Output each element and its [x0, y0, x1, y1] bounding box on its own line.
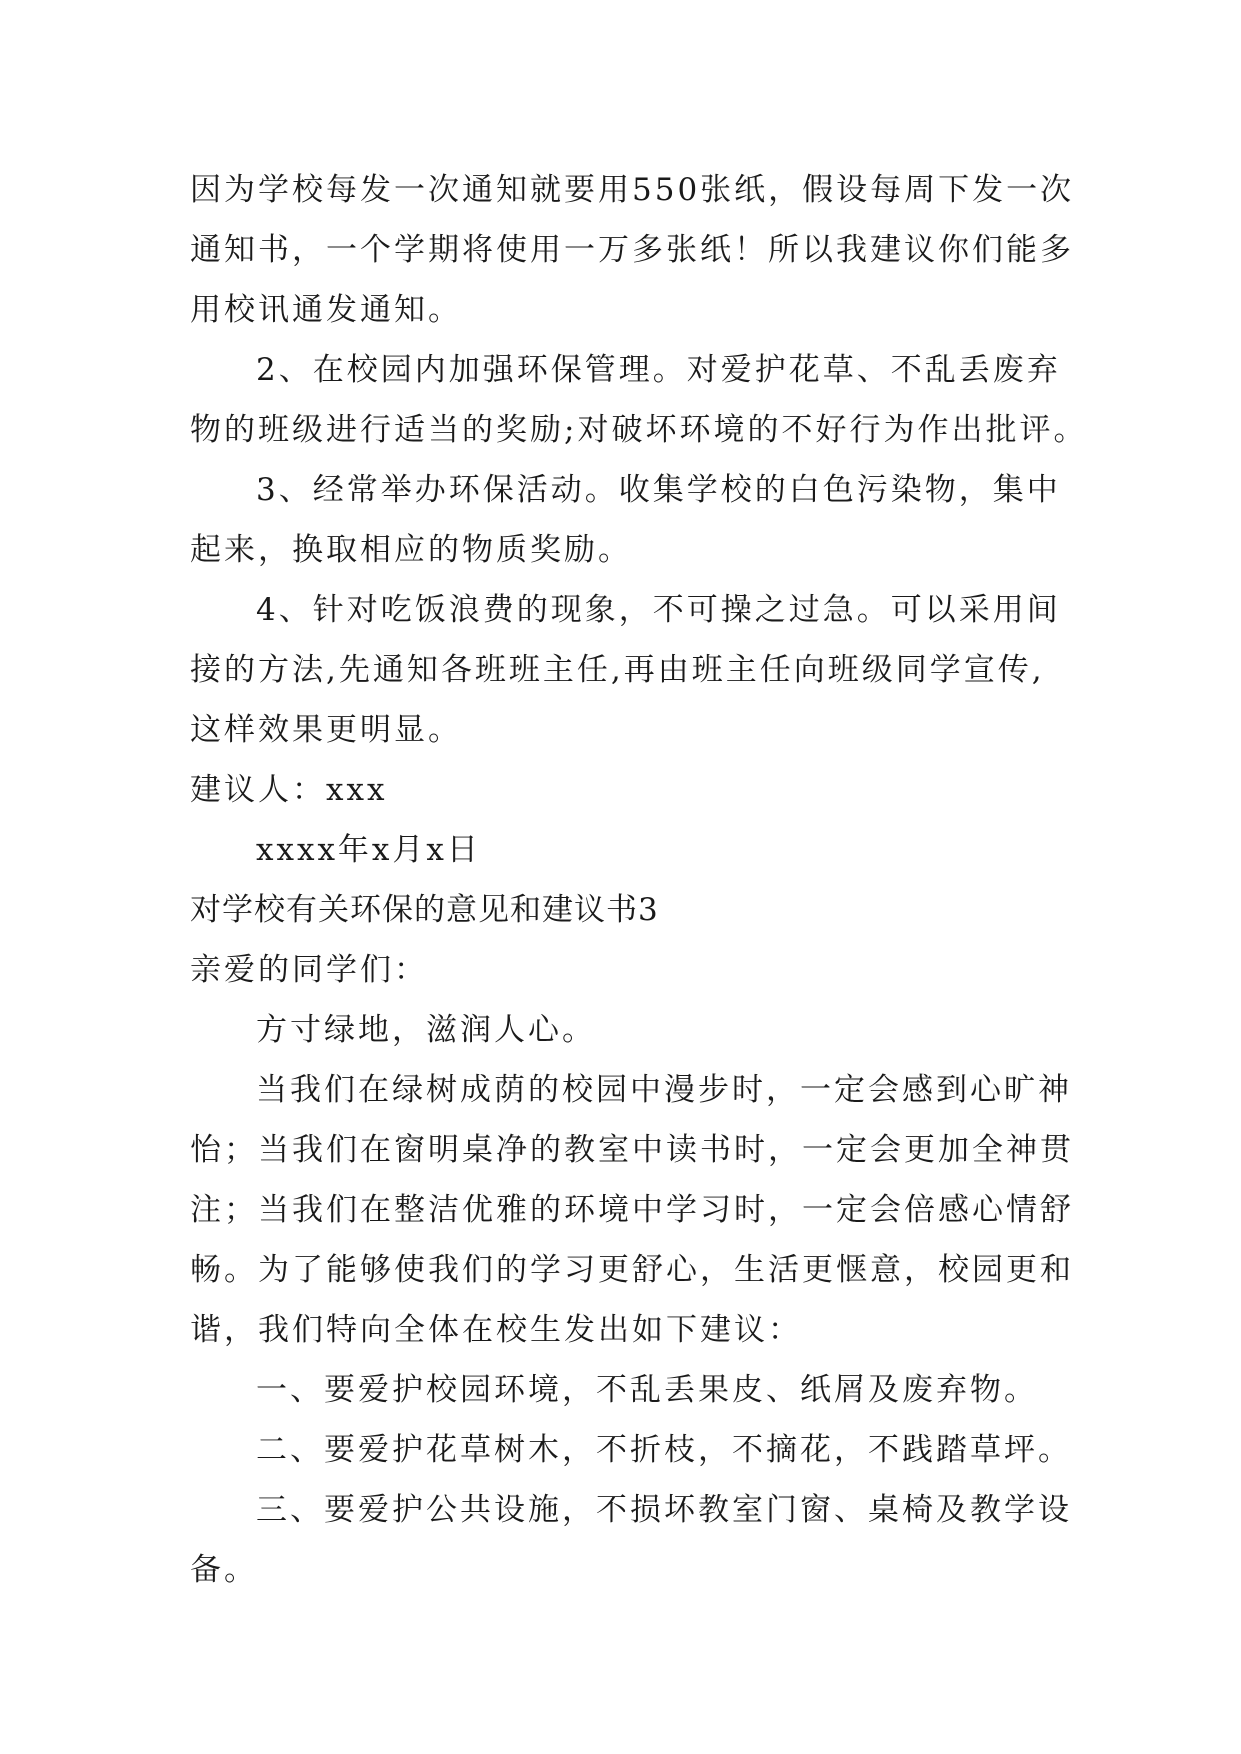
- text-line: 三、要爱护公共设施，不损坏教室门窗、桌椅及教学设: [256, 1492, 1072, 1528]
- text-line: 接的方法,先通知各班班主任,再由班主任向班级同学宣传,: [190, 652, 1045, 688]
- text-line: 注；当我们在整洁优雅的环境中学习时，一定会倍感心情舒: [190, 1192, 1074, 1228]
- text-line: 2、在校园内加强环保管理。对爱护花草、不乱丢废弃: [256, 352, 1061, 388]
- salutation: 亲爱的同学们：: [190, 952, 428, 988]
- date-line: xxxx年x月x日: [256, 832, 481, 868]
- text-line: 通知书，一个学期将使用一万多张纸！所以我建议你们能多: [190, 232, 1074, 268]
- text-line: 二、要爱护花草树木，不折枝，不摘花，不践踏草坪。: [256, 1432, 1072, 1468]
- text-line: 方寸绿地，滋润人心。: [256, 1012, 596, 1048]
- text-line: 畅。为了能够使我们的学习更舒心，生活更惬意，校园更和: [190, 1252, 1074, 1288]
- text-line: 怡；当我们在窗明桌净的教室中读书时，一定会更加全神贯: [190, 1132, 1074, 1168]
- text-line: 这样效果更明显。: [190, 712, 462, 748]
- signature-line: 建议人：xxx: [190, 772, 388, 808]
- text-line: 3、经常举办环保活动。收集学校的白色污染物，集中: [256, 472, 1061, 508]
- text-line: 起来，换取相应的物质奖励。: [190, 532, 632, 568]
- text-line: 用校讯通发通知。: [190, 292, 462, 328]
- text-line: 物的班级进行适当的奖励;对破坏环境的不好行为作出批评。: [190, 412, 1088, 448]
- document-body: [190, 160, 1088, 1600]
- text-line: 一、要爱护校园环境，不乱丢果皮、纸屑及废弃物。: [256, 1372, 1038, 1408]
- section-title: 对学校有关环保的意见和建议书3: [190, 892, 659, 928]
- text-line: 备。: [190, 1552, 258, 1588]
- text-line: 当我们在绿树成荫的校园中漫步时，一定会感到心旷神: [256, 1072, 1072, 1108]
- text-line: 4、针对吃饭浪费的现象，不可操之过急。可以采用间: [256, 592, 1061, 628]
- text-line: 谐，我们特向全体在校生发出如下建议：: [190, 1312, 802, 1348]
- text-line: 因为学校每发一次通知就要用550张纸，假设每周下发一次: [190, 172, 1075, 208]
